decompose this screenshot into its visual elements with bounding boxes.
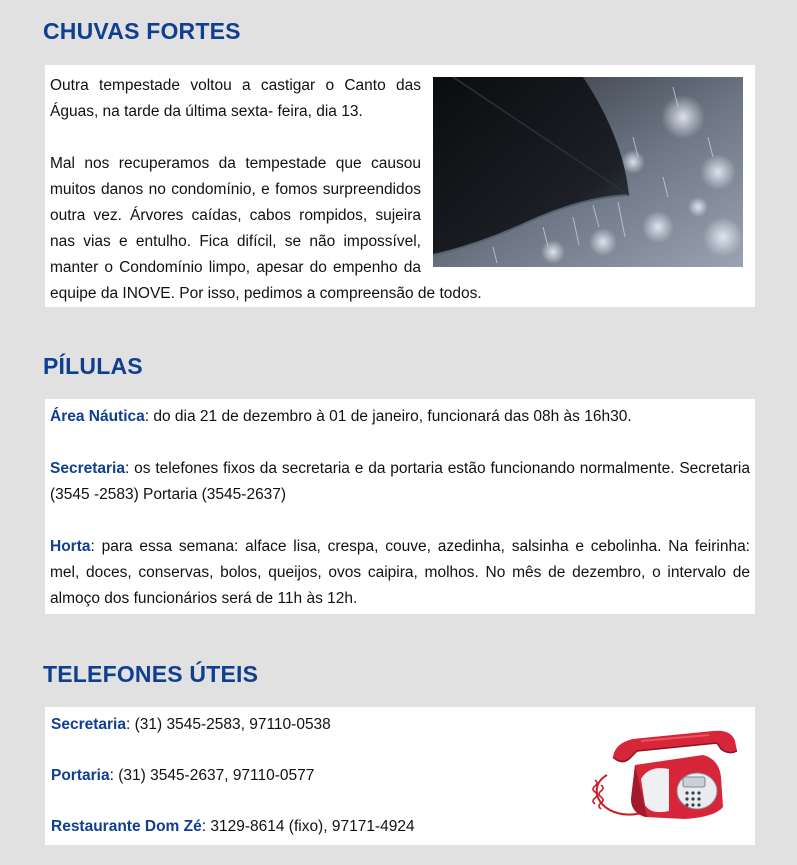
pilula-label: Área Náutica: [50, 408, 145, 425]
pilula-item-area-nautica: [50, 404, 750, 430]
chuvas-paragraph-2: Mal nos recuperamos da tempestade que causou muitos danos no condomínio, e fomos surpreendidos outra vez. Árvores caídas, cabos rompidos, sujeira nas vias e entulho. Fica difícil, se não impossível, manter o Condomínio limpo, apesar do empenho da equipe da INOVE. Por isso, pedimos a compreensão de todos.: [50, 155, 482, 302]
pilula-text: : do dia 21 de dezembro à 01 de janeiro, funcionará das 08h às 16h30.: [144, 408, 632, 425]
phone-label: Portaria: [51, 767, 110, 784]
pilula-label: Horta: [50, 538, 91, 555]
phone-number: : (31) 3545-2583, 97110-0538: [125, 716, 331, 733]
pilula-item-secretaria: [50, 456, 750, 508]
red-telephone-illustration: [585, 725, 745, 827]
phone-label: Restaurante Dom Zé: [51, 818, 202, 835]
phone-number: : (31) 3545-2637, 97110-0577: [109, 767, 315, 784]
pilula-label: Secretaria: [50, 460, 125, 477]
section-title-chuvas-fortes: CHUVAS FORTES: [43, 18, 241, 44]
phone-number: : 3129-8614 (fixo), 97171-4924: [201, 818, 415, 835]
umbrella-rain-photo: [433, 77, 743, 267]
pilulas-panel: [45, 399, 755, 614]
pilula-item-horta: [50, 534, 750, 612]
section-title-telefones-uteis: TELEFONES ÚTEIS: [43, 661, 259, 687]
phone-label: Secretaria: [51, 716, 126, 733]
chuvas-fortes-panel: [45, 65, 755, 307]
section-title-pilulas: PÍLULAS: [43, 353, 143, 379]
chuvas-paragraph-1: Outra tempestade voltou a castigar o Canto das Águas, na tarde da última sexta- feira, dia 13.: [50, 77, 421, 120]
pilula-text: : os telefones fixos da secretaria e da portaria estão funcionando normalmente. Secretaria (3545 -2583) Portaria (3545-2637): [50, 460, 750, 503]
pilula-text: : para essa semana: alface lisa, crespa, couve, azedinha, salsinha e cebolinha. Na feirinha: mel, doces, conservas, bolos, queijos, ovos caipira, molhos. No mês de dezembro, o intervalo de almoço dos funcionários será de 11h às 12h.: [50, 538, 750, 607]
telefones-panel: [45, 707, 755, 845]
